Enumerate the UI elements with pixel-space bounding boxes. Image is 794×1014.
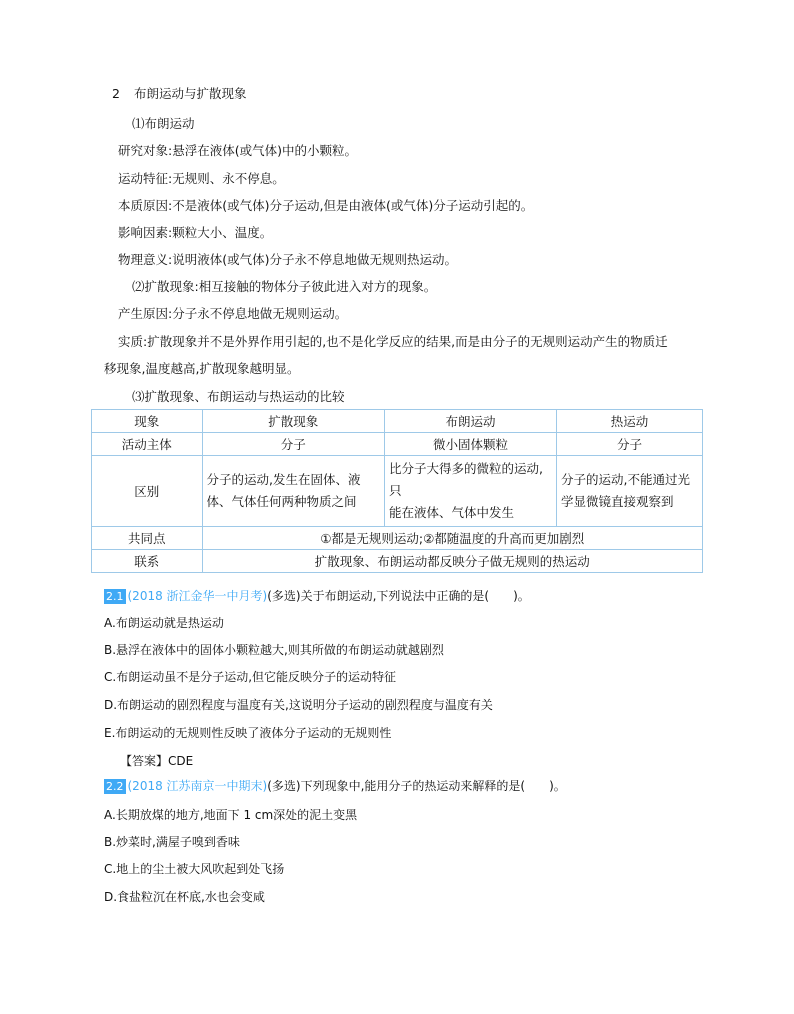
brownian-line: 研究对象:悬浮在液体(或气体)中的小颗粒。: [118, 143, 357, 158]
comparison-heading: ⑶扩散现象、布朗运动与热运动的比较: [132, 389, 345, 404]
table-cell: [557, 456, 703, 527]
table-header: 热运动: [557, 410, 703, 433]
option-a: A.长期放煤的地方,地面下 1 cm深处的泥土变黑: [104, 808, 358, 822]
brownian-heading: ⑴布朗运动: [132, 116, 195, 131]
option-c: C.地上的尘土被大风吹起到处飞扬: [104, 862, 285, 876]
question-text: (多选)关于布朗运动,下列说法中正确的是( )。: [267, 589, 530, 603]
diffusion-cause: 产生原因:分子永不停息地做无规则运动。: [118, 306, 348, 321]
diffusion-heading: ⑵扩散现象:相互接触的物体分子彼此进入对方的现象。: [132, 279, 437, 294]
table-header: 现象: [92, 410, 203, 433]
table-header: 布朗运动: [384, 410, 556, 433]
table-cell: 分子: [557, 433, 703, 456]
question-badge: 2.1: [106, 590, 124, 603]
option-d: D.布朗运动的剧烈程度与温度有关,这说明分子运动的剧烈程度与温度有关: [104, 698, 493, 712]
cell-line: 学显微镜直接观察到: [561, 494, 674, 509]
cell-line: 比分子大得多的微粒的运动,只: [388, 461, 543, 498]
table-cell: [384, 456, 556, 527]
question-source: (2018 浙江金华一中月考): [127, 589, 268, 603]
table-row: [92, 410, 703, 433]
answer-text: 【答案】CDE: [120, 754, 194, 768]
cell-line: 能在液体、气体中发生: [388, 505, 514, 520]
question-text: (多选)下列现象中,能用分子的热运动来解释的是( )。: [267, 779, 566, 793]
question-badge: 2.2: [106, 780, 124, 793]
option-e: E.布朗运动的无规则性反映了液体分子运动的无规则性: [104, 726, 392, 740]
option-a: A.布朗运动就是热运动: [104, 616, 224, 630]
table-cell: ①都是无规则运动;②都随温度的升高而更加剧烈: [202, 527, 702, 550]
option-b: B.悬浮在液体中的固体小颗粒越大,则其所做的布朗运动就越剧烈: [104, 643, 444, 657]
section-title: [112, 86, 247, 102]
table-row: [92, 527, 703, 550]
brownian-line: 运动特征:无规则、永不停息。: [118, 171, 285, 186]
table-cell: 联系: [92, 550, 203, 573]
cell-line: 分子的运动,发生在固体、液: [206, 472, 361, 487]
diffusion-essence: 实质:扩散现象并不是外界作用引起的,也不是化学反应的结果,而是由分子的无规则运动产生的物质迁: [118, 334, 668, 349]
option-d: D.食盐粒沉在杯底,水也会变咸: [104, 890, 265, 904]
brownian-line: 物理意义:说明液体(或气体)分子永不停息地做无规则热运动。: [118, 252, 457, 267]
section-number: 2: [112, 86, 120, 101]
cell-line: 分子的运动,不能通过光: [561, 472, 690, 487]
option-c: C.布朗运动虽不是分子运动,但它能反映分子的运动特征: [104, 670, 397, 684]
table-cell: [202, 456, 384, 527]
comparison-table: [91, 409, 703, 573]
question-2-1-stem: [104, 588, 530, 604]
table-cell: 微小固体颗粒: [384, 433, 556, 456]
table-cell: 活动主体: [92, 433, 203, 456]
table-row: [92, 456, 703, 527]
brownian-line: 本质原因:不是液体(或气体)分子运动,但是由液体(或气体)分子运动引起的。: [118, 198, 534, 213]
table-cell: 共同点: [92, 527, 203, 550]
option-b: B.炒菜时,满屋子嗅到香味: [104, 835, 240, 849]
brownian-line: 影响因素:颗粒大小、温度。: [118, 225, 273, 240]
diffusion-essence-cont: 移现象,温度越高,扩散现象越明显。: [104, 361, 300, 376]
question-2-2-stem: [104, 778, 566, 794]
table-row: [92, 550, 703, 573]
table-row: [92, 433, 703, 456]
table-cell: 分子: [202, 433, 384, 456]
question-source: (2018 江苏南京一中期末): [127, 779, 268, 793]
table-cell: 区别: [92, 456, 203, 527]
table-cell: 扩散现象、布朗运动都反映分子做无规则的热运动: [202, 550, 702, 573]
table-header: 扩散现象: [202, 410, 384, 433]
section-title-text: 布朗运动与扩散现象: [133, 86, 247, 101]
cell-line: 体、气体任何两种物质之间: [206, 494, 357, 509]
